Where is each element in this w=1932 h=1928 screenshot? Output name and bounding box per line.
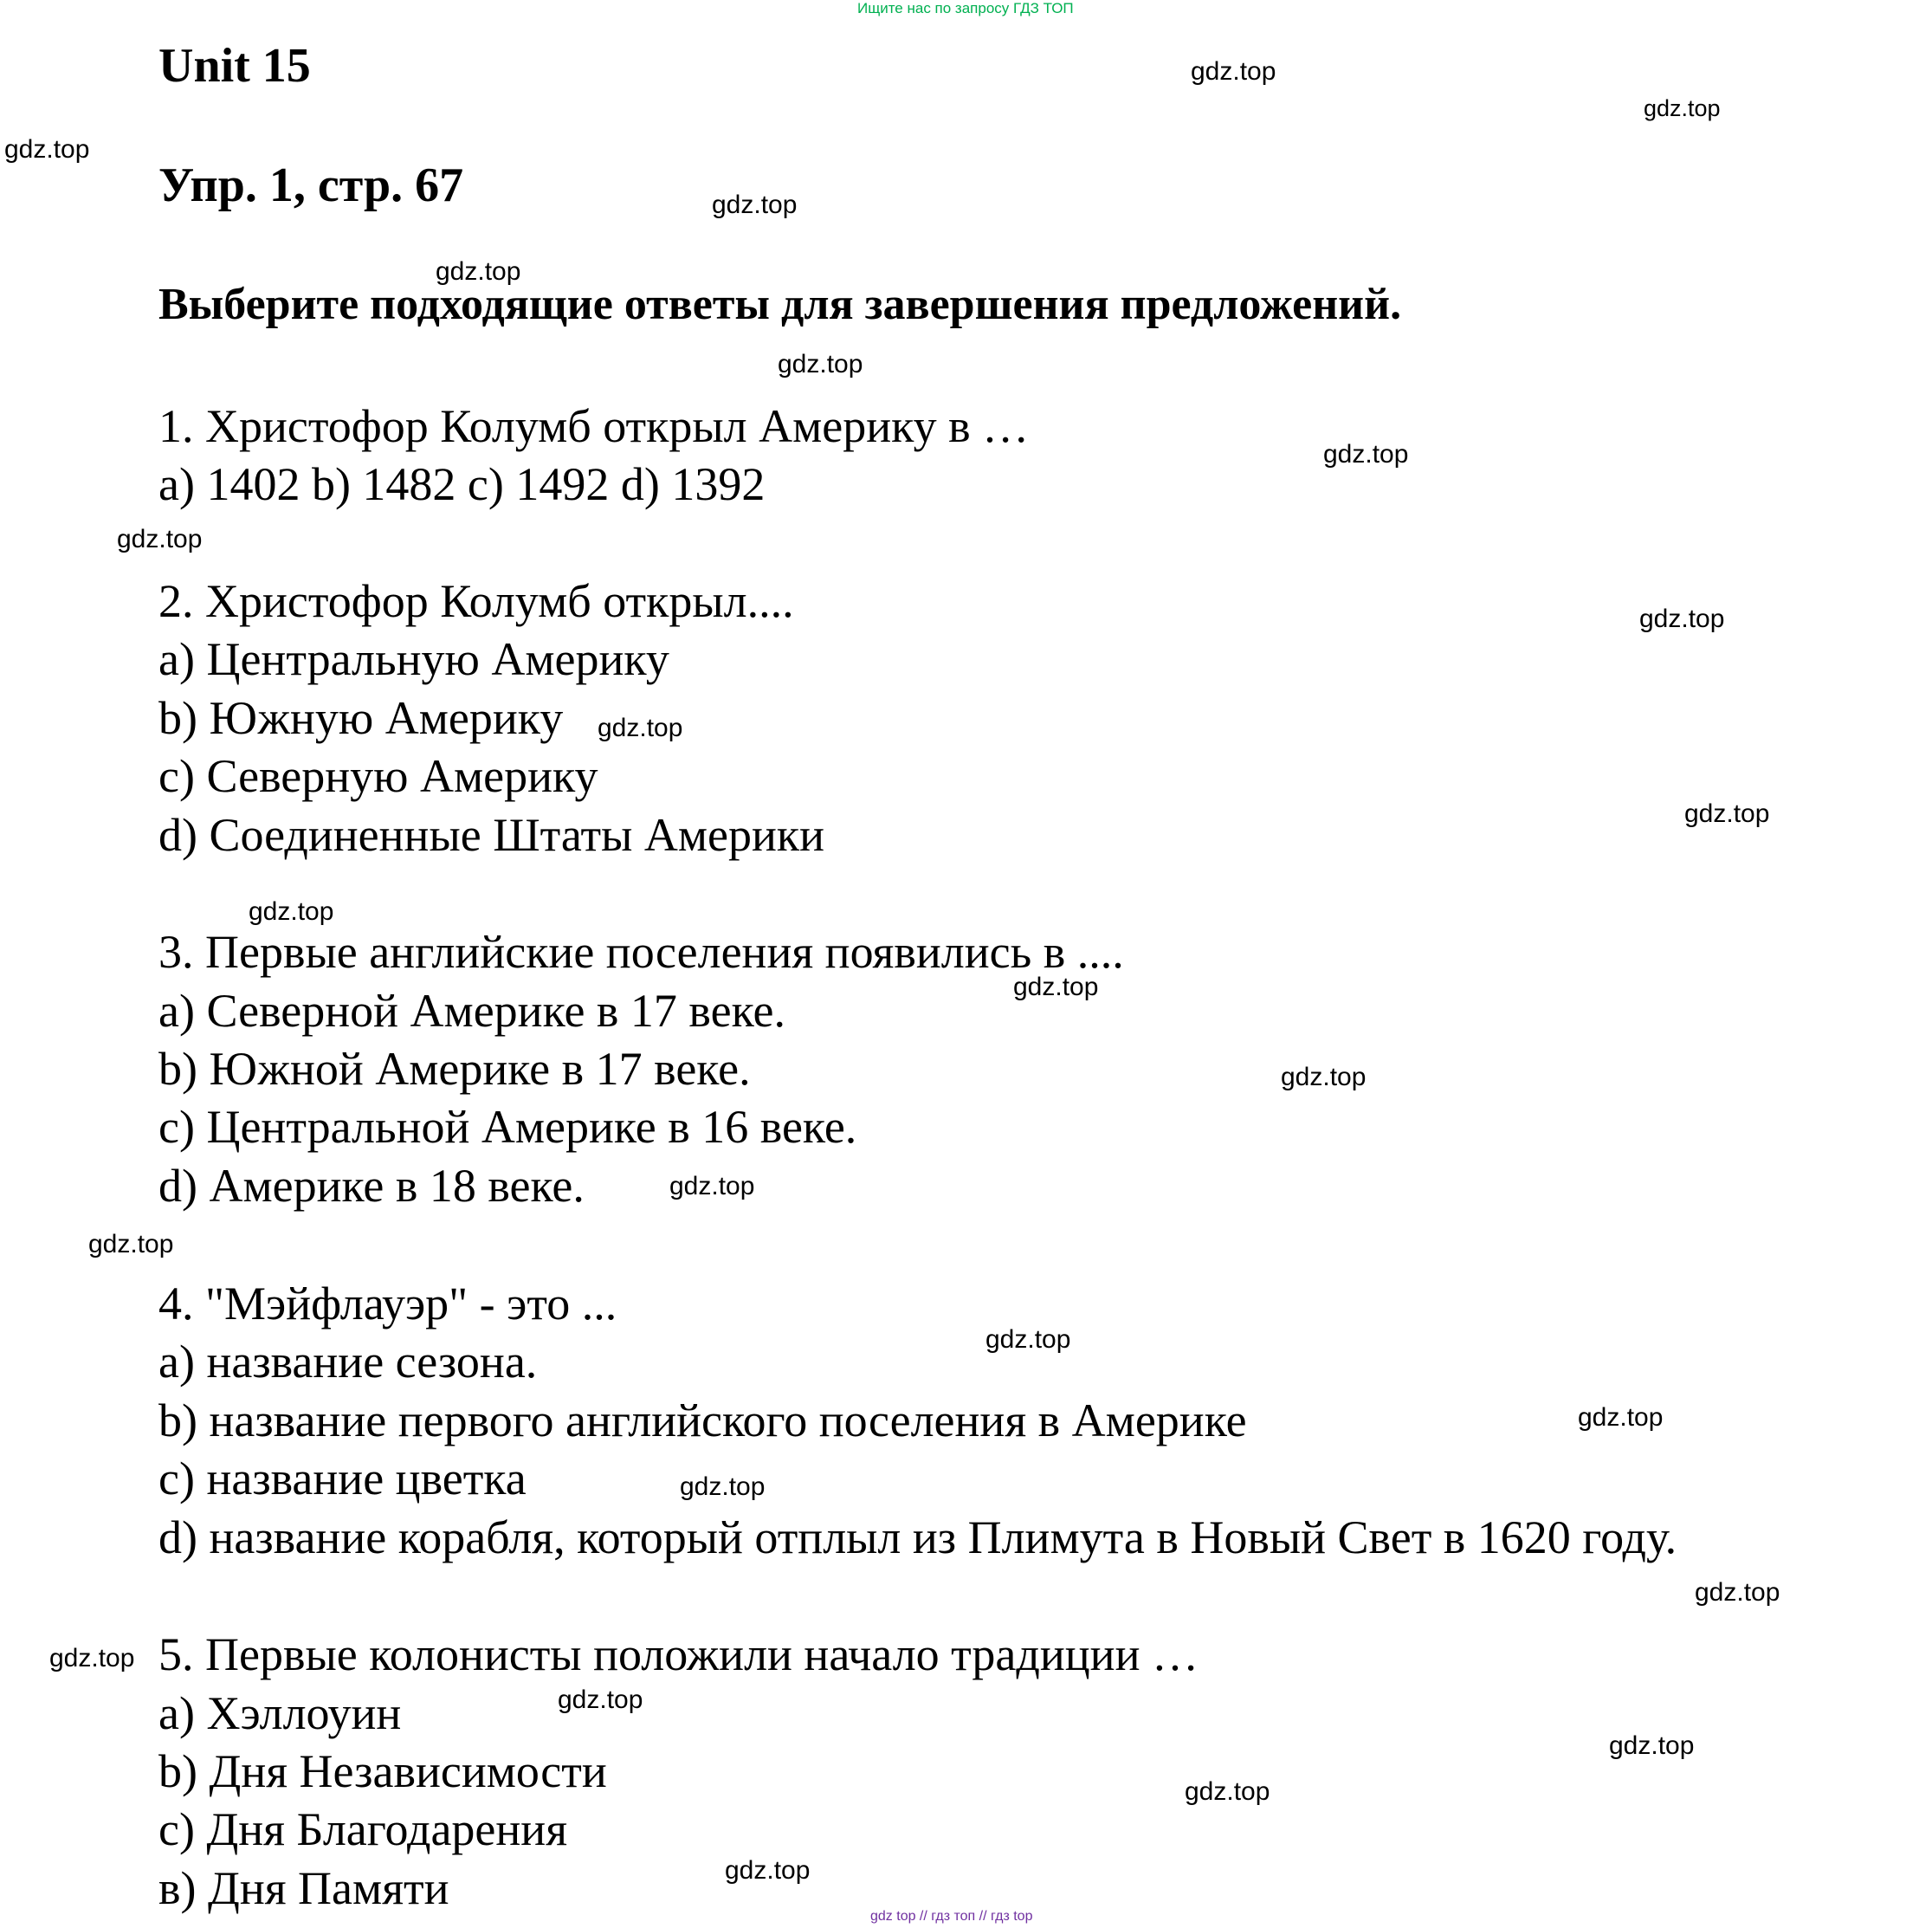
question-5-option-c: c) Дня Благодарения	[158, 1803, 568, 1855]
question-5-option-d: в) Дня Памяти	[158, 1862, 449, 1914]
watermark: gdz.top	[598, 714, 683, 742]
watermark: gdz.top	[1644, 95, 1721, 121]
watermark: gdz.top	[778, 350, 863, 378]
watermark: gdz.top	[4, 135, 90, 164]
question-5-prompt: 5. Первые колонисты положили начало традиции …	[158, 1628, 1199, 1680]
question-4-option-a: a) название сезона.	[158, 1336, 538, 1388]
watermark: gdz.top	[1578, 1403, 1664, 1432]
watermark: gdz.top	[1695, 1578, 1780, 1607]
watermark: gdz.top	[712, 191, 798, 219]
top-banner: Ищите нас по запросу ГДЗ ТОП	[857, 0, 1074, 16]
question-1-options: a) 1402 b) 1482 c) 1492 d) 1392	[158, 458, 766, 510]
question-2-option-c: c) Северную Америку	[158, 750, 598, 802]
watermark: gdz.top	[249, 897, 334, 926]
watermark: gdz.top	[117, 525, 203, 553]
question-3-option-d: d) Америке в 18 веке.	[158, 1160, 585, 1212]
question-2-option-a: a) Центральную Америку	[158, 633, 669, 685]
question-2-option-b: b) Южную Америку	[158, 692, 564, 744]
question-3-option-b: b) Южной Америке в 17 веке.	[158, 1043, 751, 1095]
question-1-prompt: 1. Христофор Колумб открыл Америку в …	[158, 400, 1030, 452]
question-3-option-a: a) Северной Америке в 17 веке.	[158, 985, 785, 1037]
watermark: gdz.top	[1281, 1063, 1367, 1091]
question-4-option-c: c) название цветка	[158, 1452, 527, 1504]
question-2-option-d: d) Соединенные Штаты Америки	[158, 809, 825, 861]
watermark: gdz.top	[1684, 799, 1770, 828]
question-3-prompt: 3. Первые английские поселения появились в ....	[158, 926, 1124, 978]
watermark: gdz.top	[669, 1172, 755, 1200]
question-4-prompt: 4. "Мэйфлауэр" - это ...	[158, 1278, 617, 1330]
watermark: gdz.top	[49, 1644, 135, 1672]
watermark: gdz.top	[1013, 973, 1099, 1001]
watermark: gdz.top	[558, 1685, 643, 1714]
watermark: gdz.top	[1323, 440, 1409, 469]
watermark: gdz.top	[1609, 1731, 1695, 1760]
watermark: gdz.top	[985, 1325, 1071, 1354]
instruction: Выберите подходящие ответы для завершения предложений.	[158, 280, 1402, 329]
question-5-option-a: a) Хэллоуин	[158, 1687, 402, 1739]
question-3-option-c: c) Центральной Америке в 16 веке.	[158, 1101, 857, 1153]
question-4-option-b: b) название первого английского поселения в Америке	[158, 1394, 1247, 1446]
exercise-title: Упр. 1, стр. 67	[158, 159, 464, 212]
watermark: gdz.top	[1185, 1777, 1270, 1806]
question-5-option-b: b) Дня Независимости	[158, 1745, 607, 1797]
unit-title: Unit 15	[158, 39, 311, 93]
watermark: gdz.top	[436, 257, 521, 286]
watermark: gdz.top	[725, 1856, 811, 1885]
watermark: gdz.top	[1191, 57, 1276, 86]
watermark: gdz.top	[88, 1230, 174, 1258]
bottom-banner: gdz top // гдз топ // гдз top	[870, 1909, 1033, 1924]
watermark: gdz.top	[680, 1472, 766, 1501]
question-2-prompt: 2. Христофор Колумб открыл....	[158, 575, 794, 627]
watermark: gdz.top	[1639, 605, 1725, 633]
question-4-option-d: d) название корабля, который отплыл из Плимута в Новый Свет в 1620 году.	[158, 1511, 1677, 1563]
